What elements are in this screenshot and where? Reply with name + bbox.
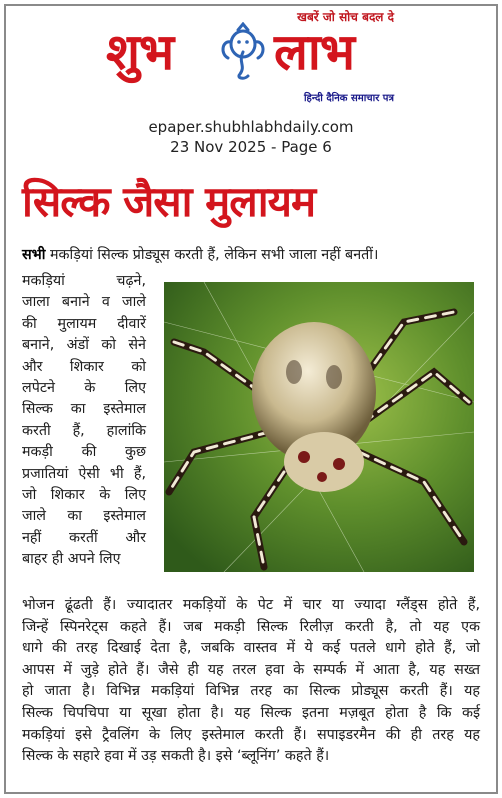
edition-date-page: 23 Nov 2025 - Page 6 — [170, 138, 332, 156]
article-line: सिल्क के सहारे हवा में उड़ सकती है। इसे ‘ब्लूनिंग’ कहते हैं। — [22, 748, 330, 765]
masthead-subtitle: हिन्दी दैनिक समाचार पत्र — [303, 93, 394, 104]
edition-url[interactable]: epaper.shubhlabhdaily.com — [148, 118, 354, 136]
masthead — [104, 6, 396, 108]
article-lead — [22, 244, 492, 266]
article-wrap-column — [22, 271, 146, 571]
article-line: मकड़ी की कुछ — [22, 444, 146, 461]
article-body-full-width — [22, 595, 480, 768]
spider-photo — [164, 282, 474, 572]
article-line: और शिकार को — [22, 358, 146, 375]
article-line: की मुलायम दीवारें — [22, 315, 146, 332]
lead-text: मकड़ियां सिल्क प्रोड्यूस करती हैं, लेकिन सभी जाला नहीं बनतीं। — [45, 247, 379, 263]
article-line: जाला बनाने व जाले — [22, 294, 146, 311]
article-line: बनाने, अंडों को सेने — [22, 337, 146, 354]
article-line: जिन्हें स्पिनरेट्स कहते हैं। जब मकड़ी सिल्क रिलीज़ करती है, तो यह एक — [22, 618, 480, 635]
masthead-name-right: लाभ — [274, 23, 354, 81]
article-line: सिल्क चिपचिपा या सूखा होता है। यह सिल्क इतना मज़बूत होता है कि कई — [22, 704, 480, 721]
masthead-tagline: खबरें जो सोच बदल दे — [297, 10, 394, 24]
article-line: जो शिकार के लिए — [22, 487, 146, 504]
article-headline: सिल्क जैसा मुलायम — [22, 177, 316, 226]
article-line: सिल्क का इस्तेमाल — [22, 401, 146, 418]
article-line: प्रजातियां ऐसी भी हैं, — [22, 465, 146, 482]
article-line: जाले का इस्तेमाल — [22, 508, 146, 525]
ganesha-emblem-icon — [216, 22, 270, 82]
article-line: लपेटने के लिए — [22, 380, 146, 397]
masthead-name-left: शुभ — [106, 23, 174, 81]
article-line: भोजन ढूंढती हैं। ज्यादातर मकड़ियों के पेट में चार या ज्यादा ग्लैंड्स होते हैं, — [22, 597, 480, 613]
lead-bold-word: सभी — [22, 247, 46, 263]
article-line: करती हैं, हालांकि — [22, 422, 146, 439]
article-line: आपस में जुड़े होते हैं। जैसे ही यह तरल हवा के सम्पर्क में आता है, यह सख्त — [22, 661, 480, 678]
article-line: बाहर ही अपने लिए — [22, 551, 121, 568]
article-line: मकड़ियां इसे ट्रैवलिंग के लिए इस्तेमाल करती हैं। सपाइडरमैन की ही तरह यह — [22, 726, 480, 743]
article-line: धागे की तरह दिखाई देता है, जबकि वास्तव में ये कई पतले धागे होते हैं, जो — [22, 640, 480, 657]
article-line: नहीं करतीं और — [22, 529, 146, 546]
article-line: मकड़ियां चढ़ने, — [22, 273, 146, 289]
article-line: हो जाता है। विभिन्न मकड़ियां विभिन्न तरह का सिल्क प्रोड्यूस करती हैं। यह — [22, 683, 480, 700]
spider-illustration — [164, 282, 474, 572]
